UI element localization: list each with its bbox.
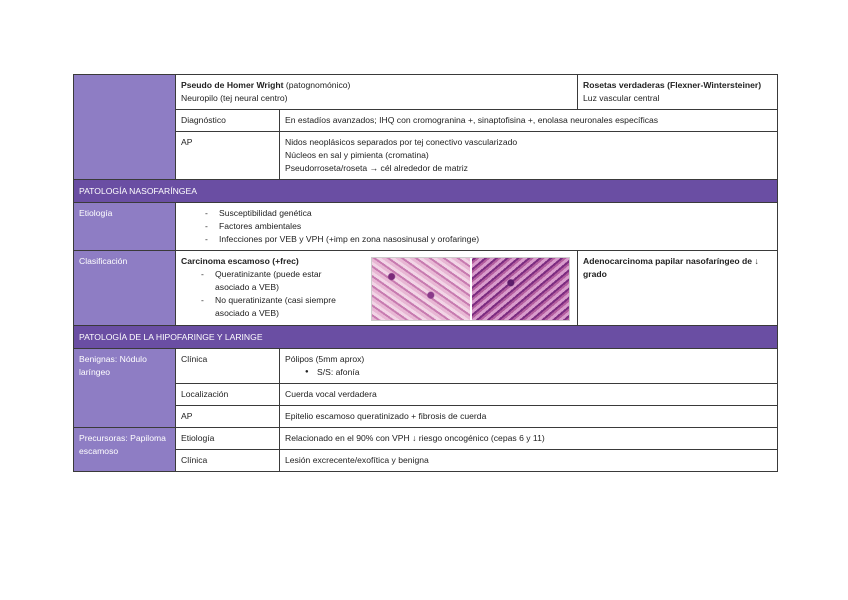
ap-line: Pseudorroseta/roseta → cél alrededor de matriz xyxy=(285,163,468,173)
table-row xyxy=(74,349,778,384)
clinica-value xyxy=(280,349,778,384)
precursoras-label: Precursoras: Papiloma escamoso xyxy=(74,428,176,472)
ap-label: AP xyxy=(176,132,280,180)
pathology-table xyxy=(73,74,778,472)
list-item: - Susceptibilidad genética xyxy=(205,207,772,220)
rosetas-title: Rosetas verdaderas (Flexner-Wintersteiner) xyxy=(583,80,762,90)
ap-line: Nidos neoplásicos separados por tej conectivo vascularizado xyxy=(285,137,518,147)
etiologia2-value: Relacionado en el 90% con VPH ↓ riesgo oncogénico (cepas 6 y 11) xyxy=(280,428,778,450)
table-row xyxy=(74,384,778,406)
etiologia-list xyxy=(181,207,772,246)
section-laringe: PATOLOGÍA DE LA HIPOFARINGE Y LARINGE xyxy=(74,326,778,349)
table-row xyxy=(74,251,778,326)
rosetas-sub: Luz vascular central xyxy=(583,93,660,103)
adeno-cell: Adenocarcinoma papilar nasofaríngeo de ↓ grado xyxy=(578,251,778,326)
clinica-text: Pólipos (5mm aprox) xyxy=(285,354,365,364)
clinica-label: Clínica xyxy=(176,349,280,384)
localizacion-value: Cuerda vocal verdadera xyxy=(280,384,778,406)
benignas-label: Benignas: Nódulo laríngeo xyxy=(74,349,176,428)
clinica2-label: Clínica xyxy=(176,450,280,472)
clinica2-value: Lesión excrecente/exofítica y benigna xyxy=(280,450,778,472)
homer-title: Pseudo de Homer Wright xyxy=(181,80,284,90)
diag-value: En estadíos avanzados; IHQ con cromogranina +, sinaptofisina +, enolasa neuronales específicas xyxy=(280,110,778,132)
section-row xyxy=(74,180,778,203)
list-item: - No queratinizante (casi siempre asociado a VEB) xyxy=(201,294,351,320)
list-item: - Queratinizante (puede estar asociado a VEB) xyxy=(201,268,351,294)
histology-image xyxy=(371,257,570,321)
ap-line: Núcleos en sal y pimienta (cromatina) xyxy=(285,150,429,160)
section-nasofaringea: PATOLOGÍA NASOFARÍNGEA xyxy=(74,180,778,203)
localizacion-label: Localización xyxy=(176,384,280,406)
etiologia-value xyxy=(176,203,778,251)
ap-value xyxy=(280,132,778,180)
list-item: - Infecciones por VEB y VPH (+imp en zona nasosinusal y orofaringe) xyxy=(205,233,772,246)
diag-label: Diagnóstico xyxy=(176,110,280,132)
carcinoma-title: Carcinoma escamoso (+frec) xyxy=(181,256,299,266)
ap-value: Epitelio escamoso queratinizado + fibrosis de cuerda xyxy=(280,406,778,428)
table-row xyxy=(74,110,778,132)
clinica-list xyxy=(285,366,772,379)
homer-note: (patognomónico) xyxy=(283,80,351,90)
carcinoma-cell xyxy=(176,251,578,326)
histology-panel-right xyxy=(470,258,570,320)
table-row xyxy=(74,203,778,251)
table-row xyxy=(74,406,778,428)
rosetas-cell xyxy=(578,75,778,110)
side-cell-blank xyxy=(74,75,176,180)
table-row xyxy=(74,75,778,110)
homer-sub: Neuropilo (tej neural centro) xyxy=(181,93,288,103)
table-row xyxy=(74,450,778,472)
ap-label: AP xyxy=(176,406,280,428)
table-row xyxy=(74,132,778,180)
homer-wright-cell xyxy=(176,75,578,110)
list-item: ● S/S: afonía xyxy=(305,366,772,379)
etiologia2-label: Etiología xyxy=(176,428,280,450)
etiologia-label: Etiología xyxy=(74,203,176,251)
table-row xyxy=(74,428,778,450)
clasificacion-label: Clasificación xyxy=(74,251,176,326)
histology-panel-left xyxy=(372,258,470,320)
list-item: - Factores ambientales xyxy=(205,220,772,233)
section-row xyxy=(74,326,778,349)
carcinoma-list xyxy=(181,268,351,320)
